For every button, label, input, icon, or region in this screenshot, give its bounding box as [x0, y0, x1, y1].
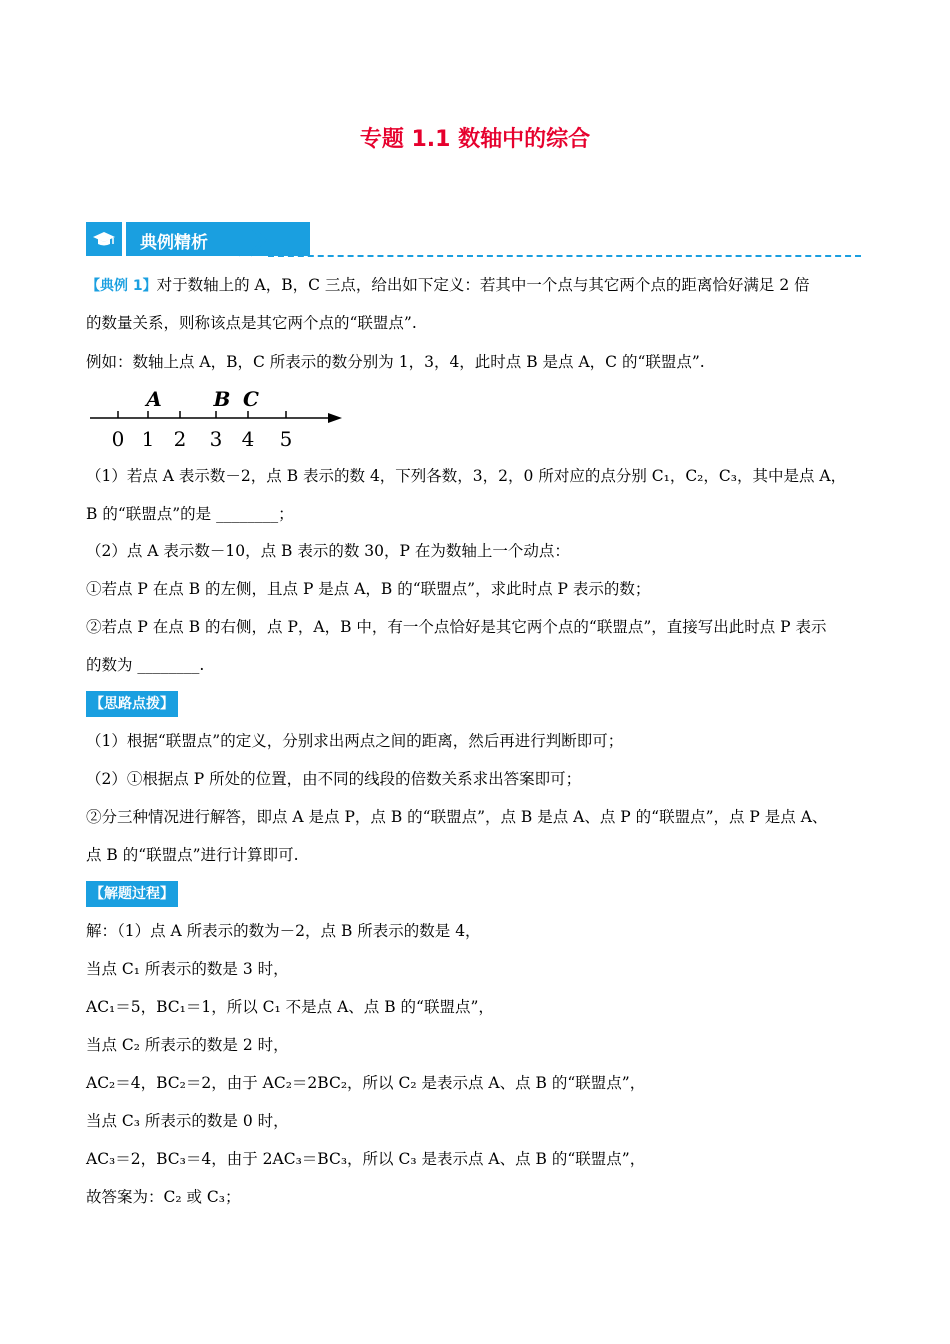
- example-line-1: [86, 266, 866, 305]
- hint-tag: 【思路点拨】: [86, 691, 178, 717]
- question-2b-line-1: ②若点 P 在点 B 的右侧，点 P，A，B 中，有一个点恰好是其它两个点的“联盟点”，直接写出此时点 P 表示: [86, 618, 827, 636]
- point-label: B: [213, 387, 231, 411]
- example-text: 对于数轴上的 A，B，C 三点，给出如下定义：若其中一个点与其它两个点的距离恰好满足 2 倍: [156, 276, 810, 294]
- tick-label: 2: [173, 427, 187, 451]
- question-2b-line-2: 的数为 ________.: [86, 656, 205, 674]
- hint-line-4: 点 B 的“联盟点”进行计算即可.: [86, 846, 299, 864]
- solution-line-4: 当点 C₂ 所表示的数是 2 时，: [86, 1036, 289, 1054]
- question-1-line-2: B 的“联盟点”的是 ________；: [86, 505, 294, 523]
- page-title: 专题 1.1 数轴中的综合: [359, 127, 591, 152]
- tick-label: 4: [241, 427, 255, 451]
- chevron-right-icon: [234, 223, 270, 257]
- graduation-cap-icon: [86, 222, 122, 256]
- tick-label: 1: [141, 427, 155, 451]
- solution-line-7: AC₃＝2，BC₃＝4，由于 2AC₃＝BC₃，所以 C₃ 是表示点 A、点 B 的“联盟点”，: [86, 1150, 646, 1168]
- example-label: 【典例 1】: [86, 278, 157, 294]
- hint-line-3: ②分三种情况进行解答，即点 A 是点 P，点 B 的“联盟点”，点 B 是点 A、点 P 的“联盟点”，点 P 是点 A、: [86, 808, 828, 826]
- point-label: A: [146, 387, 162, 411]
- axis-arrow: [328, 413, 342, 423]
- section-label: 典例精析: [140, 233, 208, 253]
- hint-line-1: （1）根据“联盟点”的定义，分别求出两点之间的距离，然后再进行判断即可；: [86, 732, 624, 750]
- solution-line-2: 当点 C₁ 所表示的数是 3 时，: [86, 960, 289, 978]
- tick-label: 5: [279, 427, 293, 451]
- question-2a: ①若点 P 在点 B 的左侧，且点 P 是点 A，B 的“联盟点”，求此时点 P 表示的数；: [86, 580, 651, 598]
- question-2: （2）点 A 表示数－10，点 B 表示的数 30，P 在为数轴上一个动点：: [86, 542, 570, 560]
- point-label: C: [243, 387, 259, 411]
- example-line-2: 的数量关系，则称该点是其它两个点的“联盟点”.: [86, 314, 417, 332]
- solution-line-5: AC₂＝4，BC₂＝2，由于 AC₂＝2BC₂，所以 C₂ 是表示点 A、点 B 的“联盟点”，: [86, 1074, 646, 1092]
- number-line-figure: [88, 384, 348, 452]
- solution-line-1: 解：（1）点 A 所表示的数为－2，点 B 所表示的数是 4，: [86, 922, 481, 940]
- example-line-3: 例如：数轴上点 A，B，C 所表示的数分别为 1，3，4，此时点 B 是点 A，C 的“联盟点”.: [86, 353, 705, 371]
- hint-line-2: （2）①根据点 P 所处的位置，由不同的线段的倍数关系求出答案即可；: [86, 770, 582, 788]
- section-divider: [268, 255, 861, 257]
- question-1-line-1: （1）若点 A 表示数－2，点 B 表示的数 4，下列各数，3，2，0 所对应的点分别 C₁，C₂，C₃，其中是点 A，: [86, 467, 847, 485]
- tick-label: 0: [111, 427, 125, 451]
- section-header: [86, 222, 861, 258]
- solution-line-6: 当点 C₃ 所表示的数是 0 时，: [86, 1112, 289, 1130]
- solution-tag: 【解题过程】: [86, 881, 178, 907]
- solution-line-8: 故答案为：C₂ 或 C₃；: [86, 1188, 241, 1206]
- solution-line-3: AC₁＝5，BC₁＝1，所以 C₁ 不是点 A、点 B 的“联盟点”，: [86, 998, 494, 1016]
- tick-label: 3: [209, 427, 223, 451]
